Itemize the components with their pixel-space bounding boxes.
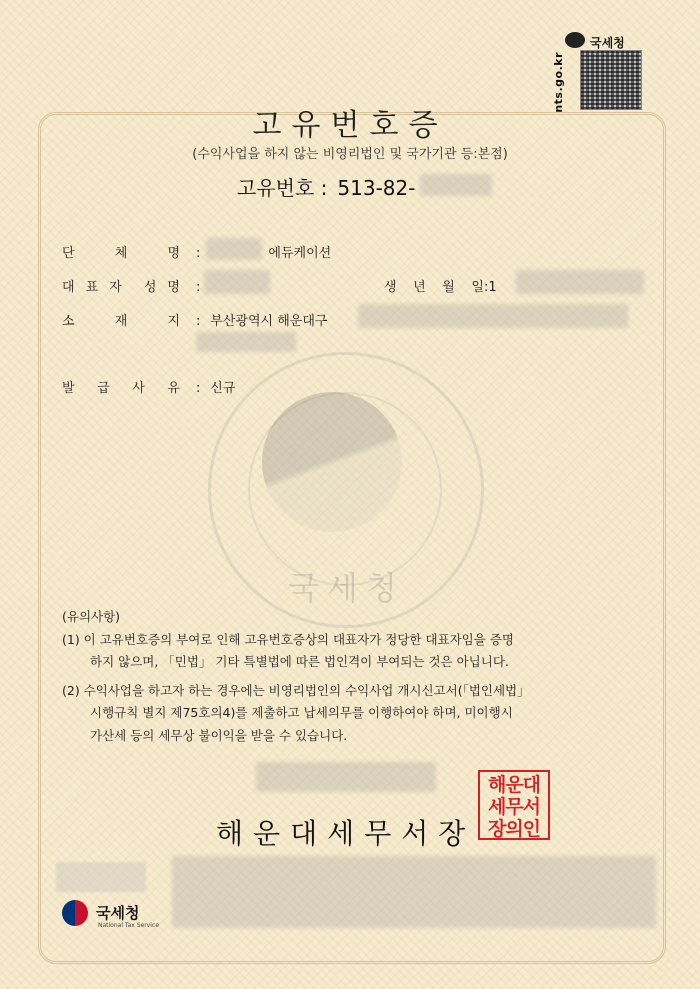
note-1-line-1: (1) 이 고유번호증의 부여로 인해 고유번호증상의 대표자가 정당한 대표자임을 증명 [62, 631, 514, 647]
address-label: 소 재 지 [62, 314, 180, 329]
stamp-line-2: 세무서 [487, 796, 541, 818]
note-2-line-2: 시행규칙 별지 제75호의4)를 제출하고 납세의무를 이행하여야 하며, 미이행시 [90, 705, 513, 720]
qr-site-label: nts.go.kr [552, 52, 565, 113]
taegeuk-watermark-icon [262, 392, 402, 532]
field-org-name: 단 체 명 : 에듀케이션 [62, 242, 331, 261]
field-representative: 대 표 자 성 명 : [62, 276, 206, 295]
field-birthdate: 생 년 월 일 :1 [384, 276, 497, 295]
redaction-id [420, 174, 492, 196]
org-name-label: 단 체 명 [62, 246, 180, 261]
notes-heading: (유의사항) [62, 609, 121, 624]
org-name-value: 에듀케이션 [268, 246, 332, 261]
redaction-representative [204, 270, 270, 294]
issuing-office: 해운대세무서장 [216, 817, 476, 850]
birthdate-label: 생 년 월 일 [384, 280, 484, 295]
note-1-line-2: 하지 않으며, 「민법」 기타 특별법에 따른 법인격이 부여되는 것은 아닙니다. [90, 654, 509, 669]
note-2-line-1: (2) 수익사업을 하고자 하는 경우에는 비영리법인의 수익사업 개시신고서(「법인세법」 [62, 682, 530, 698]
footer-logo-text: 국세청 [96, 904, 140, 922]
id-number-label: 고유번호 : [237, 176, 328, 200]
seal-watermark-text: 국세청 [288, 569, 405, 607]
field-issue-reason: 발 급 사 유 : 신규 [62, 377, 235, 396]
redaction-footer [172, 856, 656, 928]
issue-reason-value: 신규 [210, 381, 236, 396]
footer-watermark-badge [56, 862, 146, 892]
id-number-value: 513-82- [337, 176, 416, 200]
note-2-line-3: 가산세 등의 세무상 불이익을 받을 수 있습니다. [90, 727, 348, 743]
issue-reason-label: 발 급 사 유 [62, 381, 180, 396]
redaction-birthdate [516, 270, 644, 294]
redaction-address-1 [358, 304, 628, 328]
qr-agency-label: 국세청 [590, 36, 625, 50]
redaction-issue-date [256, 762, 436, 792]
nts-emblem-icon [62, 900, 88, 926]
redaction-org-name [206, 238, 262, 260]
field-address: 소 재 지 : 부산광역시 해운대구 [62, 310, 327, 329]
redaction-address-2 [196, 332, 296, 352]
address-value: 부산광역시 해운대구 [210, 314, 328, 329]
footer-logo-subtext: National Tax Service [98, 922, 159, 929]
notes-section [62, 606, 662, 747]
id-number-row [237, 172, 415, 201]
stamp-line-3: 장의인 [487, 818, 541, 840]
nts-logo-icon [565, 32, 585, 48]
certificate-subtitle: (수익사업을 하지 않는 비영리법인 및 국가기관 등:본점) [192, 147, 508, 162]
birthdate-value: 1 [488, 280, 497, 295]
stamp-line-1: 해운대 [487, 774, 541, 796]
representative-label: 대 표 자 성 명 [62, 280, 180, 295]
certificate-title: 고유번호증 [252, 108, 448, 143]
official-seal-stamp [478, 770, 550, 840]
